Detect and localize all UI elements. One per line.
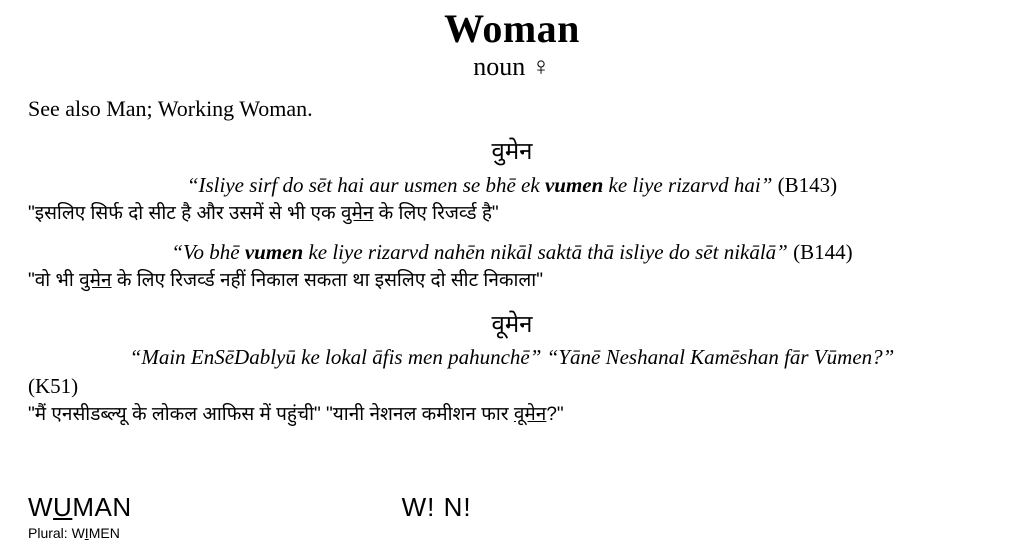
spacer (0, 228, 1024, 234)
section-heading-2: वूमेन (491, 310, 533, 338)
quote-roman-post: ke liye rizarvd nahēn nikāl saktā thā isliye do sēt nikālā” (303, 239, 788, 264)
quote-devanagari-post: के लिए रिजर्व्ड है" (373, 203, 499, 225)
quote-reference: (K51) (28, 373, 79, 398)
quote-devanagari (28, 402, 1024, 429)
dictionary-entry-page (0, 8, 1024, 547)
quote-devanagari-post: ?" (546, 404, 564, 426)
quote-roman-keyword: vumen (244, 239, 304, 264)
quote-roman-keyword: Vūmen (813, 345, 873, 370)
quote-devanagari-keyword: वूमेन (513, 404, 547, 426)
quote-roman-keyword: vumen (544, 172, 604, 197)
quote-devanagari-keyword: वुमेन (340, 203, 374, 225)
plural-post: MEN (88, 525, 120, 541)
quote-reference: (B143) (772, 172, 838, 197)
pronunciation-stress: U (53, 492, 73, 522)
pronunciation-post: MAN (72, 492, 132, 522)
quote-reference-line (0, 372, 1024, 400)
quote-devanagari-post: के लिए रिजर्व्ड नहीं निकाल सकता था इसलिए दो सीट निकाला" (111, 269, 543, 291)
part-of-speech: noun (473, 52, 526, 81)
quote-roman-pre: “Vo bhē (171, 239, 245, 264)
quote-roman-post: ?” (872, 345, 895, 370)
quote-block-1 (0, 171, 1024, 228)
quote-roman-pre: “Main EnSēDablyū ke lokal āfis men pahunchē” “Yānē Neshanal Kamēshan fār (129, 345, 814, 370)
quote-roman (0, 171, 1024, 199)
footer-row (28, 492, 996, 523)
quote-roman-post: ke liye rizarvd hai” (603, 172, 773, 197)
quote-devanagari-keyword: वुमेन (79, 269, 112, 291)
pronunciation-spelling (28, 492, 132, 523)
emphasis-text: W! N! (401, 492, 472, 522)
quote-devanagari-pre: "मैं एनसीडब्ल्यू के लोकल आफिस में पहुंची" "यानी नेशनल कमीशन फार (28, 404, 514, 426)
quote-block-3 (0, 343, 1024, 428)
female-gender-icon: ♀ (531, 52, 551, 81)
quote-block-2 (0, 238, 1024, 295)
quote-roman (0, 343, 1024, 371)
footer (28, 492, 996, 541)
quote-devanagari-pre: "वो भी (28, 269, 80, 291)
see-also-line: See also Man; Working Woman. (28, 95, 313, 121)
quote-devanagari (28, 201, 1024, 228)
quote-roman-pre: “Isliye sirf do sēt hai aur usmen se bhē ek (186, 172, 545, 197)
pronunciation-pre: W (28, 492, 54, 522)
plural-label: Plural: W (28, 525, 85, 541)
quote-reference: (B144) (787, 239, 853, 264)
quote-roman (0, 238, 1024, 266)
quote-devanagari (28, 268, 1024, 295)
quote-devanagari-pre: "इसलिए सिर्फ दो सीट है और उसमें से भी एक (28, 203, 341, 225)
page-title: Woman (444, 6, 580, 51)
plural-stress: I (84, 525, 89, 541)
part-of-speech-line (0, 52, 1024, 82)
section-heading-1: वुमेन (491, 137, 533, 165)
